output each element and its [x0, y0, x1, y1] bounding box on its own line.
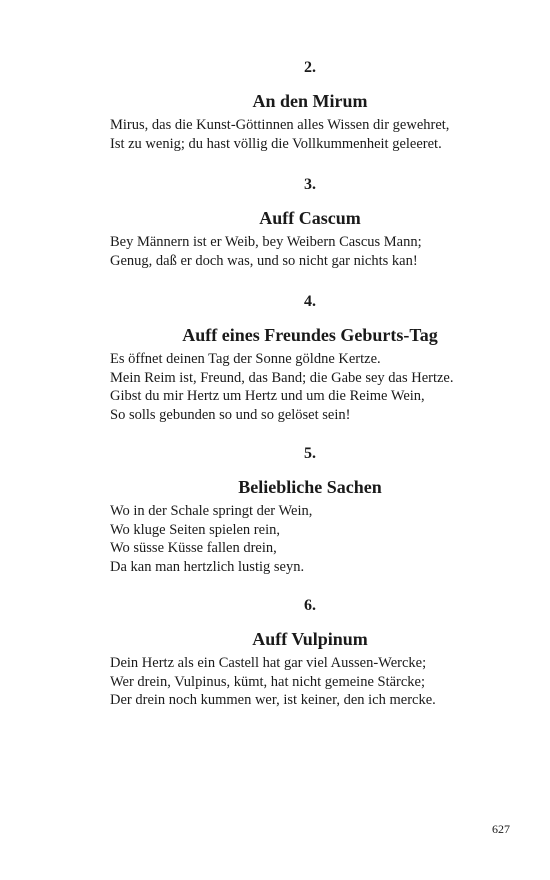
poem-line: So solls gebunden so und so gelöset sein! [110, 406, 351, 423]
poem-2 [110, 58, 510, 153]
poem-line: Der drein noch kummen wer, ist keiner, den ich mercke. [110, 692, 436, 708]
poem-lines [110, 233, 510, 270]
poem-line: Wo kluge Seiten spielen rein, [110, 521, 280, 538]
poem-number: 6. [304, 597, 316, 614]
poem-line: Gibst du mir Hertz um Hertz und um die Reime Wein, [110, 388, 425, 404]
poem-line: Genug, daß er doch was, und so nicht gar nichts kan! [110, 252, 418, 269]
poem-lines [110, 502, 510, 576]
poem-title: An den Mirum [252, 91, 368, 111]
poem-lines [110, 350, 510, 424]
poem-4 [110, 292, 510, 424]
poem-title: Beliebliche Sachen [238, 477, 382, 497]
poem-3 [110, 175, 510, 270]
poem-line: Mein Reim ist, Freund, das Band; die Gabe sey das Hertze. [110, 369, 454, 386]
poem-line: Ist zu wenig; du hast völlig die Vollkummenheit geleeret. [110, 135, 442, 152]
poem-line: Wer drein, Vulpinus, kümt, hat nicht gemeine Stärcke; [110, 673, 426, 690]
poem-number: 5. [304, 445, 316, 462]
poem-lines [110, 654, 510, 710]
poem-number: 2. [304, 59, 316, 76]
poem-lines [110, 116, 510, 153]
poem-line: Dein Hertz als ein Castell hat gar viel Aussen-Wercke; [110, 655, 427, 671]
poem-line: Wo in der Schale springt der Wein, [110, 503, 313, 519]
poem-6 [110, 596, 510, 710]
poem-number: 4. [304, 293, 316, 310]
page-number: 627 [492, 822, 510, 836]
poem-line: Da kan man hertzlich lustig seyn. [110, 558, 305, 575]
poem-title: Auff Vulpinum [252, 629, 368, 649]
poem-line: Mirus, das die Kunst-Göttinnen alles Wissen dir gewehret, [110, 117, 450, 133]
poem-title: Auff Cascum [259, 208, 361, 228]
poem-line: Es öffnet deinen Tag der Sonne göldne Kertze. [110, 351, 381, 367]
poem-number: 3. [304, 176, 316, 193]
poem-line: Wo süsse Küsse fallen drein, [110, 540, 277, 556]
poem-title: Auff eines Freundes Geburts-Tag [182, 325, 438, 345]
poem-5 [110, 444, 510, 576]
poem-line: Bey Männern ist er Weib, bey Weibern Cascus Mann; [110, 234, 422, 250]
